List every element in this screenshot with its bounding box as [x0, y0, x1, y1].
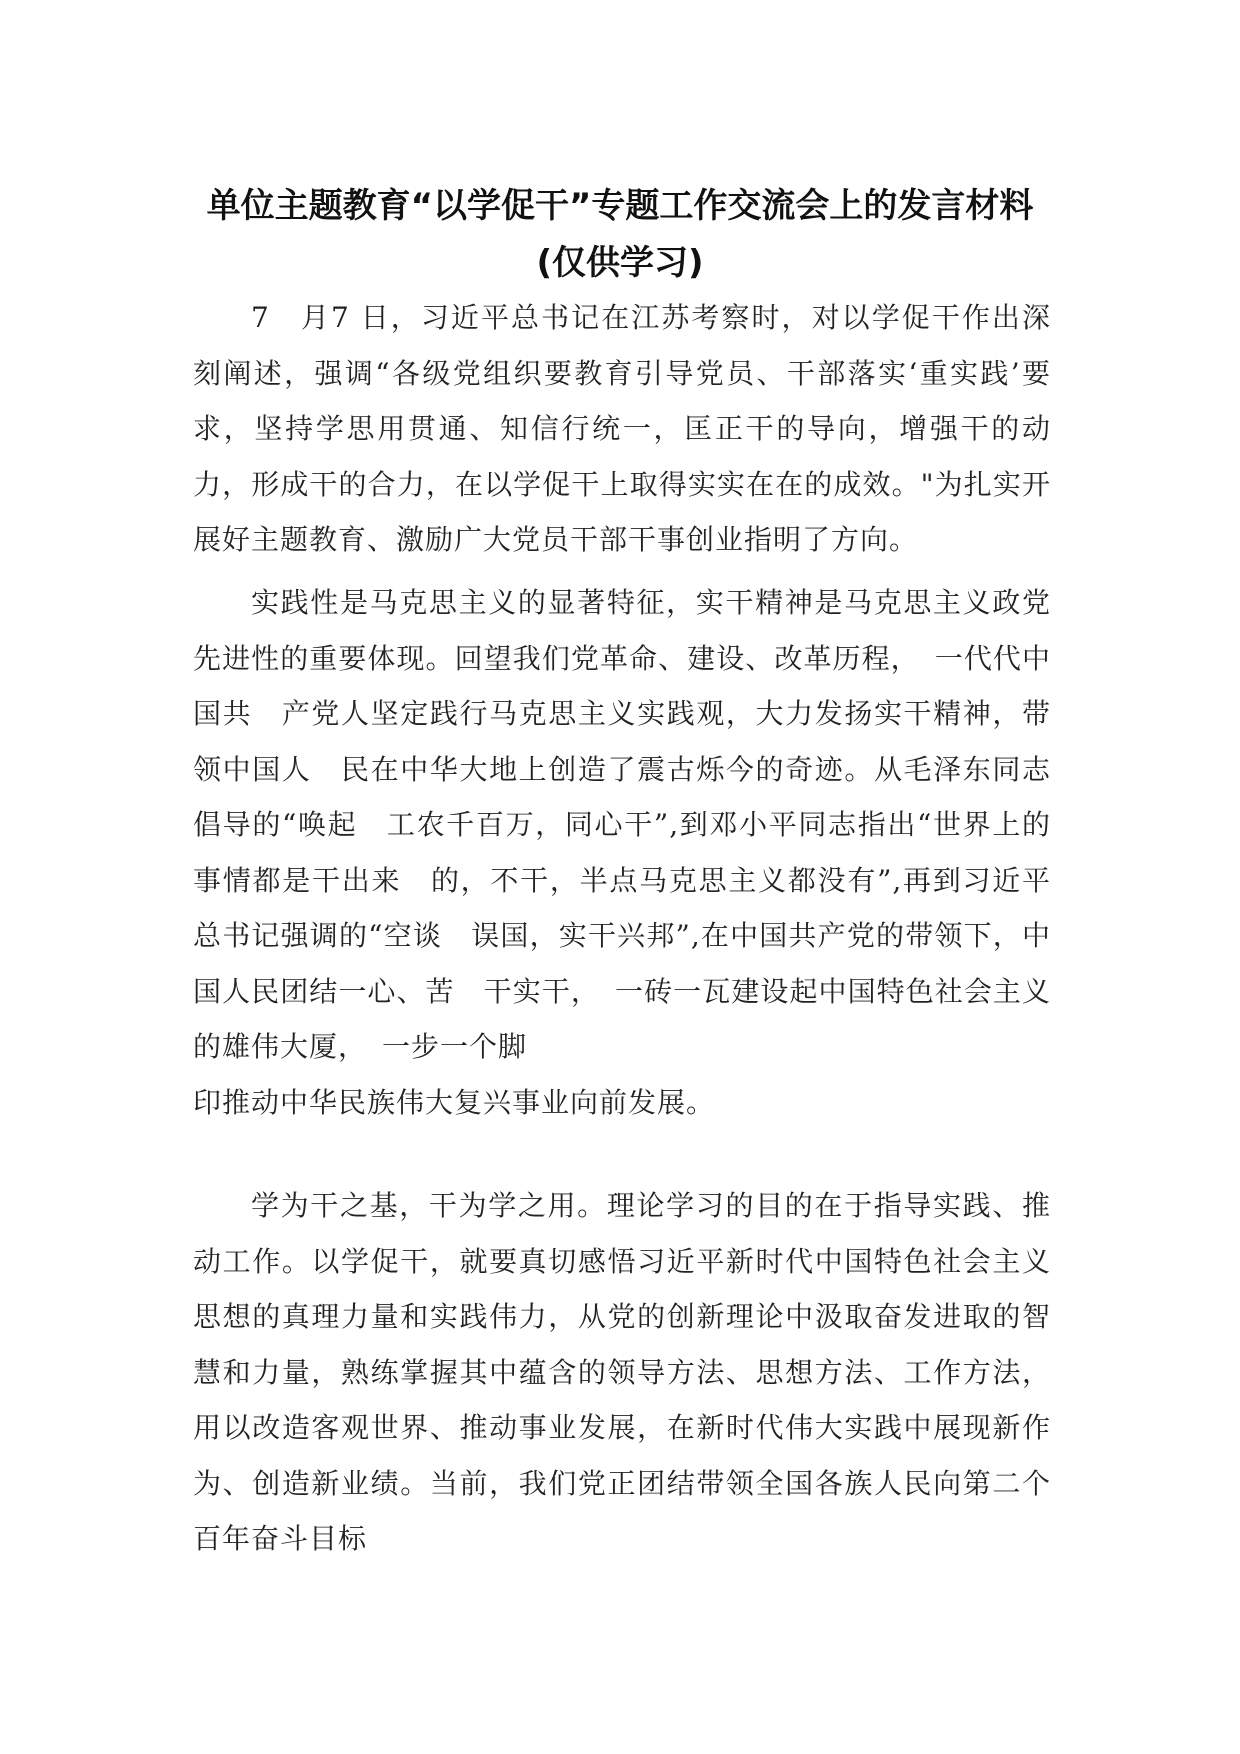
paragraph-2-tail: 印推动中华民族伟大复兴事业向前发展。 [193, 1085, 716, 1119]
document-title: 单位主题教育“以学促干”专题工作交流会上的发言材料(仅供学习) [206, 186, 1034, 283]
paragraph-2 [193, 575, 1051, 1130]
paragraph-2-main: 实践性是马克思主义的显著特征，实干精神是马克思主义政党先进性的重要体现。回望我们党革命、建设、改革历程， 一代代中国共 产党人坚定践行马克思主义实践观，大力发扬实干精神，带领中国人 民在中华大地上创造了震古烁今的奇迹。从毛泽东同志倡导的“唤起 工农千百万，同心干”,到邓小平同志指出“世界上的事情都是干出来 的，不干，半点马克思主义都没有”,再到习近平总书记强调的“空谈 误国，实干兴邦”,在中国共产党的带领下，中国人民团结一心、苦 干实干， 一砖一瓦建设起中国特色社会主义的雄伟大厦， 一步一个脚 [193, 586, 1051, 1063]
paragraph-1: 7 月7 日，习近平总书记在江苏考察时，对以学促干作出深刻阐述，强调“各级党组织要教育引导党员、干部落实‘重实践’要求，坚持学思用贯通、知信行统一，匡正干的导向，增强干的动力，形成干的合力，在以学促干上取得实实在在的成效。"为扎实开展好主题教育、激励广大党员干部干事创业指明了方向。 [193, 301, 1051, 556]
paragraph-3: 学为干之基，干为学之用。理论学习的目的在于指导实践、推动工作。以学促干，就要真切感悟习近平新时代中国特色社会主义思想的真理力量和实践伟力，从党的创新理论中汲取奋发进取的智慧和力量，熟练掌握其中蕴含的领导方法、思想方法、工作方法，用以改造客观世界、推动事业发展，在新时代伟大实践中展现新作为、创造新业绩。当前，我们党正团结带领全国各族人民向第二个百年奋斗目标 [193, 1189, 1051, 1555]
